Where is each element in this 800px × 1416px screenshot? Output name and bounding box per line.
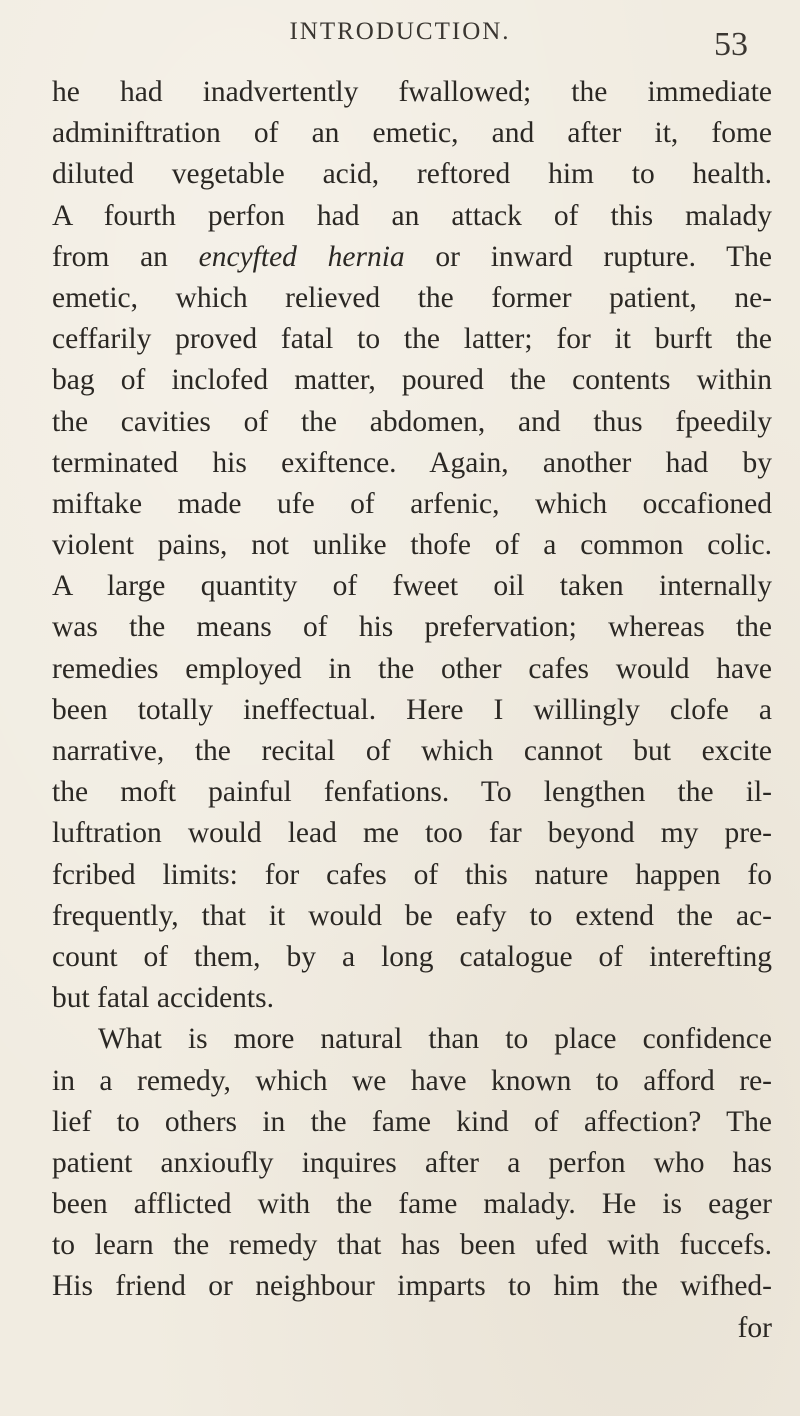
text-line: A large quantity of fweet oil taken internally xyxy=(52,570,772,603)
text-segment: or inward rupture. The xyxy=(435,240,773,273)
text-segment: from an xyxy=(52,240,168,273)
italic-term: encyfted hernia xyxy=(198,240,405,273)
text-line: miftake made ufe of arfenic, which occafioned xyxy=(52,487,772,520)
body-text xyxy=(52,72,772,1349)
running-head: INTRODUCTION. xyxy=(289,18,511,45)
page-number: 53 xyxy=(714,26,748,63)
text-line: he had inadvertently fwallowed; the immediate xyxy=(52,76,772,108)
text-line: His friend or neighbour imparts to him the wifhed- xyxy=(52,1270,772,1303)
text-line: patient anxioufly inquires after a perfon who has xyxy=(52,1146,772,1179)
text-line: been totally ineffectual. Here I willingly clofe a xyxy=(52,693,772,726)
text-line: to learn the remedy that has been ufed with fuccefs. xyxy=(52,1229,772,1262)
text-line: the cavities of the abdomen, and thus fpeedily xyxy=(52,405,772,438)
text-line: frequently, that it would be eafy to extend the ac- xyxy=(52,899,772,932)
text-line: the moft painful fenfations. To lengthen the il- xyxy=(52,776,772,809)
text-line: in a remedy, which we have known to afford re- xyxy=(52,1064,772,1097)
text-line: violent pains, not unlike thofe of a common colic. xyxy=(52,529,772,562)
text-line: emetic, which relieved the former patient, ne- xyxy=(52,281,772,314)
page-header xyxy=(0,10,800,63)
text-line: What is more natural than to place confidence xyxy=(98,1023,772,1056)
text-line: but fatal accidents. xyxy=(52,982,274,1015)
catchword: for xyxy=(737,1311,772,1344)
text-line: been afflicted with the fame malady. He is eager xyxy=(52,1188,772,1221)
text-line: A fourth perfon had an attack of this malady xyxy=(52,199,772,232)
text-line: ceffarily proved fatal to the latter; for it burft the xyxy=(52,323,772,356)
text-line: fcribed limits: for cafes of this nature happen fo xyxy=(52,858,772,891)
text-line: adminiftration of an emetic, and after it, fome xyxy=(52,117,772,150)
text-line: lief to others in the fame kind of affection? The xyxy=(52,1105,772,1138)
text-line: remedies employed in the other cafes would have xyxy=(52,652,772,685)
text-line: diluted vegetable acid, reftored him to health. xyxy=(52,158,772,191)
text-line: was the means of his prefervation; whereas the xyxy=(52,611,772,644)
text-line: count of them, by a long catalogue of interefting xyxy=(52,940,772,973)
text-line xyxy=(52,237,772,278)
text-line: bag of inclofed matter, poured the contents within xyxy=(52,364,772,397)
text-line: luftration would lead me too far beyond my pre- xyxy=(52,817,772,850)
text-line: terminated his exiftence. Again, another had by xyxy=(52,446,772,479)
text-line: narrative, the recital of which cannot but excite xyxy=(52,735,772,767)
